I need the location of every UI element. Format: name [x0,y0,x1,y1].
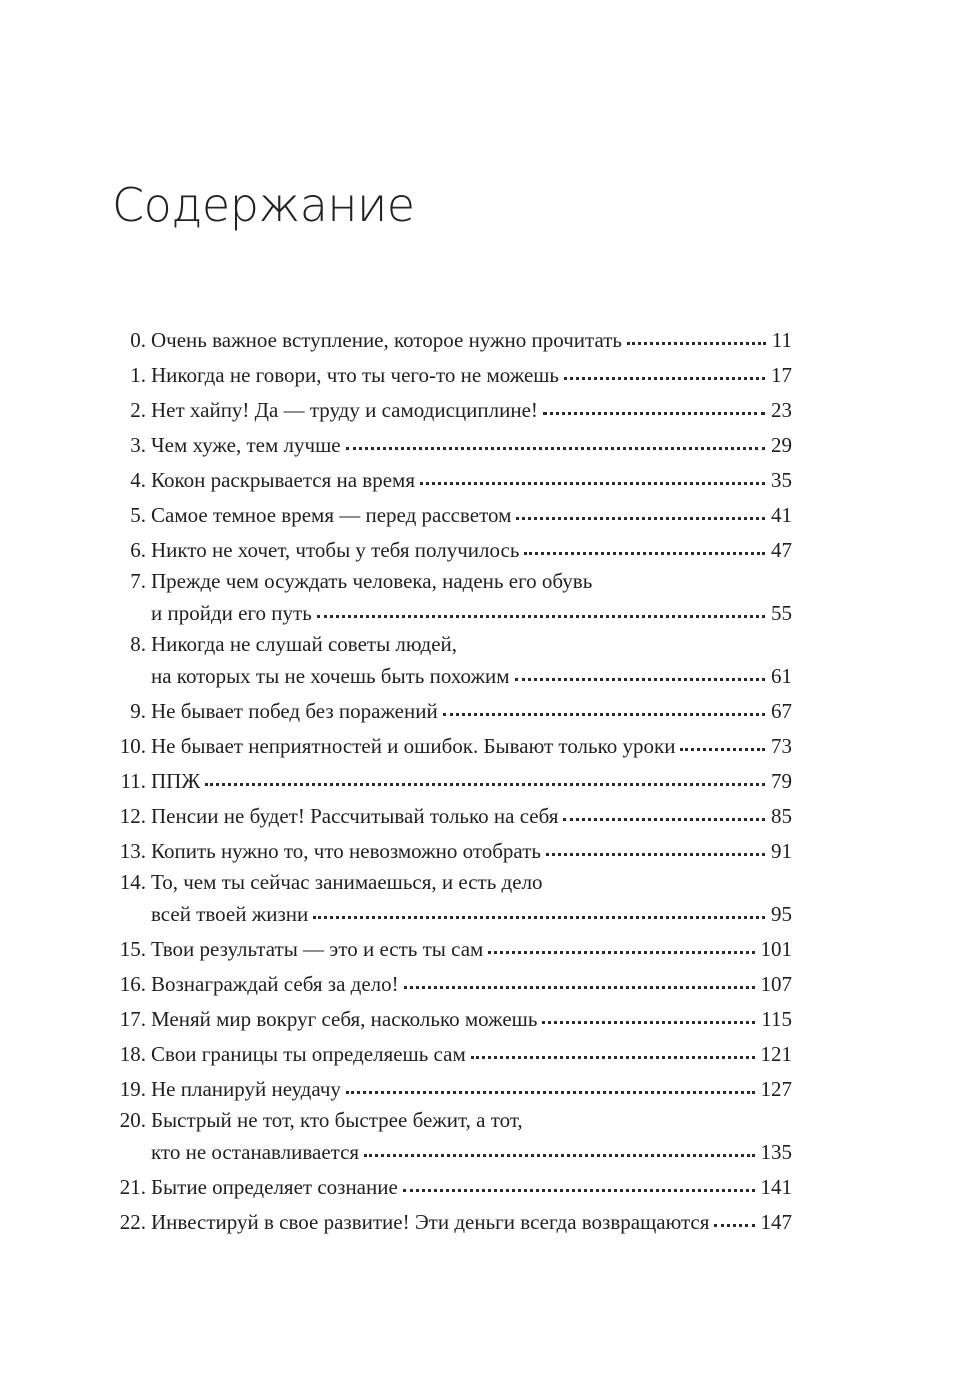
dot-leader [524,552,765,555]
toc-entry-page-number: 85 [771,804,792,828]
dot-leader [564,377,765,380]
toc-entry-page-number: 107 [760,972,792,996]
toc-entry-number: 11. [120,769,146,793]
toc-entry-page-number: 73 [771,734,792,758]
toc-entry-title: Кокон раскрывается на время [151,468,415,492]
toc-entry-number: 8. [130,632,146,656]
toc-entry-title: Чем хуже, тем лучше [151,433,341,457]
toc-entry-number: 18. [119,1042,146,1066]
dot-leader [516,517,765,520]
toc-entry [112,868,792,932]
toc-entry-title: Не бывает неприятностей и ошибок. Бывают только уроки [151,734,676,758]
toc-entry-page-number: 115 [761,1007,792,1031]
toc-entry-title: и пройди его путь [151,601,312,625]
toc-entry-number: 7. [130,569,146,593]
toc-entry-page-number: 101 [760,937,792,961]
dot-leader [346,1091,755,1094]
toc-entry-page-number: 127 [760,1077,792,1101]
toc-entry [112,630,792,694]
toc-entry-title: Копить нужно то, что невозможно отобрать [151,839,541,863]
toc-entry [112,323,792,358]
dot-leader [346,447,765,450]
toc-entry [112,428,792,463]
dot-leader [403,1189,755,1192]
toc-entry-number: 20. [119,1108,146,1132]
toc-entry-page-number: 17 [771,363,792,387]
toc-entry-number: 13. [119,839,146,863]
toc-entry-number: 14. [119,870,146,894]
toc-entry-number: 4. [130,468,146,492]
dot-leader [680,748,765,751]
toc-entry-number: 1. [130,363,146,387]
toc-entry-title: Нет хайпу! Да — труду и самодисциплине! [151,398,538,422]
toc-entry-page-number: 135 [760,1140,792,1164]
toc-entry-page-number: 141 [760,1175,792,1199]
dot-leader [404,986,755,989]
dot-leader [317,615,765,618]
toc-entry-title-line: То, чем ты сейчас занимаешься, и есть дело [151,870,543,894]
dot-leader [542,1021,755,1024]
toc-entry-page-number: 121 [760,1042,792,1066]
toc-entry-page-number: 61 [771,664,792,688]
toc-entry [112,567,792,631]
toc-entry-title: Не бывает побед без поражений [151,699,438,723]
toc-entry [112,764,792,799]
toc-entry-number: 16. [119,972,146,996]
toc-entry-title: Меняй мир вокруг себя, насколько можешь [151,1007,538,1031]
toc-entry-title-line: Быстрый не тот, кто быстрее бежит, а тот, [151,1108,523,1132]
toc-entry [112,533,792,568]
toc-entry [112,1106,792,1170]
toc-entry-page-number: 79 [771,769,792,793]
toc-entry [112,729,792,764]
toc-entry-title: Бытие определяет сознание [151,1175,398,1199]
dot-leader [543,412,765,415]
toc-entry [112,358,792,393]
dot-leader [627,342,766,345]
toc-entry-page-number: 23 [771,398,792,422]
toc-entry-page-number: 29 [771,433,792,457]
toc-entry [112,498,792,533]
toc-entry-number: 0. [130,328,146,352]
toc-entry-title: Никто не хочет, чтобы у тебя получилось [151,538,520,562]
toc-entry [112,1072,792,1107]
toc-entry-number: 3. [130,433,146,457]
toc-entry [112,834,792,869]
toc-entry [112,463,792,498]
toc-entry-title: Твои результаты — это и есть ты сам [151,937,484,961]
toc-entry-page-number: 11 [771,328,792,352]
toc-entry-page-number: 91 [771,839,792,863]
toc-entry-number: 22. [119,1210,146,1234]
toc-entry-page-number: 147 [760,1210,792,1234]
toc-entry-title: всей твоей жизни [151,902,309,926]
toc-entry-number: 15. [119,937,146,961]
toc-entry-title: кто не останавливается [151,1140,360,1164]
toc-entry [112,1205,792,1240]
toc-entry-number: 5. [130,503,146,527]
dot-leader [313,916,765,919]
toc-entry-title: Свои границы ты определяешь сам [151,1042,466,1066]
toc-entry-number: 6. [130,538,146,562]
toc-entry-number: 21. [119,1175,146,1199]
toc-entry-page-number: 95 [771,902,792,926]
dot-leader [443,713,765,716]
table-of-contents [112,323,792,1240]
toc-entry-title: Инвестируй в свое развитие! Эти деньги всегда возвращаются [151,1210,710,1234]
toc-entry-title: Никогда не говори, что ты чего-то не можешь [151,363,560,387]
toc-entry [112,1002,792,1037]
toc-entry [112,393,792,428]
toc-entry-title: Не планируй неудачу [151,1077,341,1101]
toc-entry [112,932,792,967]
toc-entry-title: ППЖ [151,769,201,793]
toc-entry-page-number: 55 [771,601,792,625]
dot-leader [488,951,754,954]
toc-entry-title-line: Прежде чем осуждать человека, надень его обувь [151,569,593,593]
toc-entry-number: 9. [130,699,146,723]
dot-leader [364,1154,754,1157]
dot-leader [420,482,765,485]
toc-entry-page-number: 35 [771,468,792,492]
dot-leader [205,783,765,786]
dot-leader [563,818,765,821]
toc-entry-number: 19. [119,1077,146,1101]
toc-entry-number: 2. [130,398,146,422]
toc-entry [112,1037,792,1072]
toc-entry-title-line: Никогда не слушай советы людей, [151,632,458,656]
toc-entry-page-number: 67 [771,699,792,723]
toc-entry-page-number: 47 [771,538,792,562]
toc-entry-number: 10. [119,734,146,758]
toc-entry [112,1170,792,1205]
toc-entry-title: Вознаграждай себя за дело! [151,972,399,996]
dot-leader [546,853,765,856]
toc-entry-title: Самое темное время — перед рассветом [151,503,512,527]
toc-entry-number: 12. [119,804,146,828]
toc-entry-number: 17. [119,1007,146,1031]
toc-entry-title: Пенсии не будет! Рассчитывай только на себя [151,804,559,828]
toc-entry [112,694,792,729]
toc-entry-page-number: 41 [771,503,792,527]
dot-leader [471,1056,755,1059]
dot-leader [714,1224,754,1227]
dot-leader [515,678,765,681]
toc-entry [112,967,792,1002]
toc-entry-title: на которых ты не хочешь быть похожим [151,664,510,688]
toc-entry [112,799,792,834]
toc-entry-title: Очень важное вступление, которое нужно прочитать [151,328,623,352]
page-title: Содержание [112,178,415,232]
